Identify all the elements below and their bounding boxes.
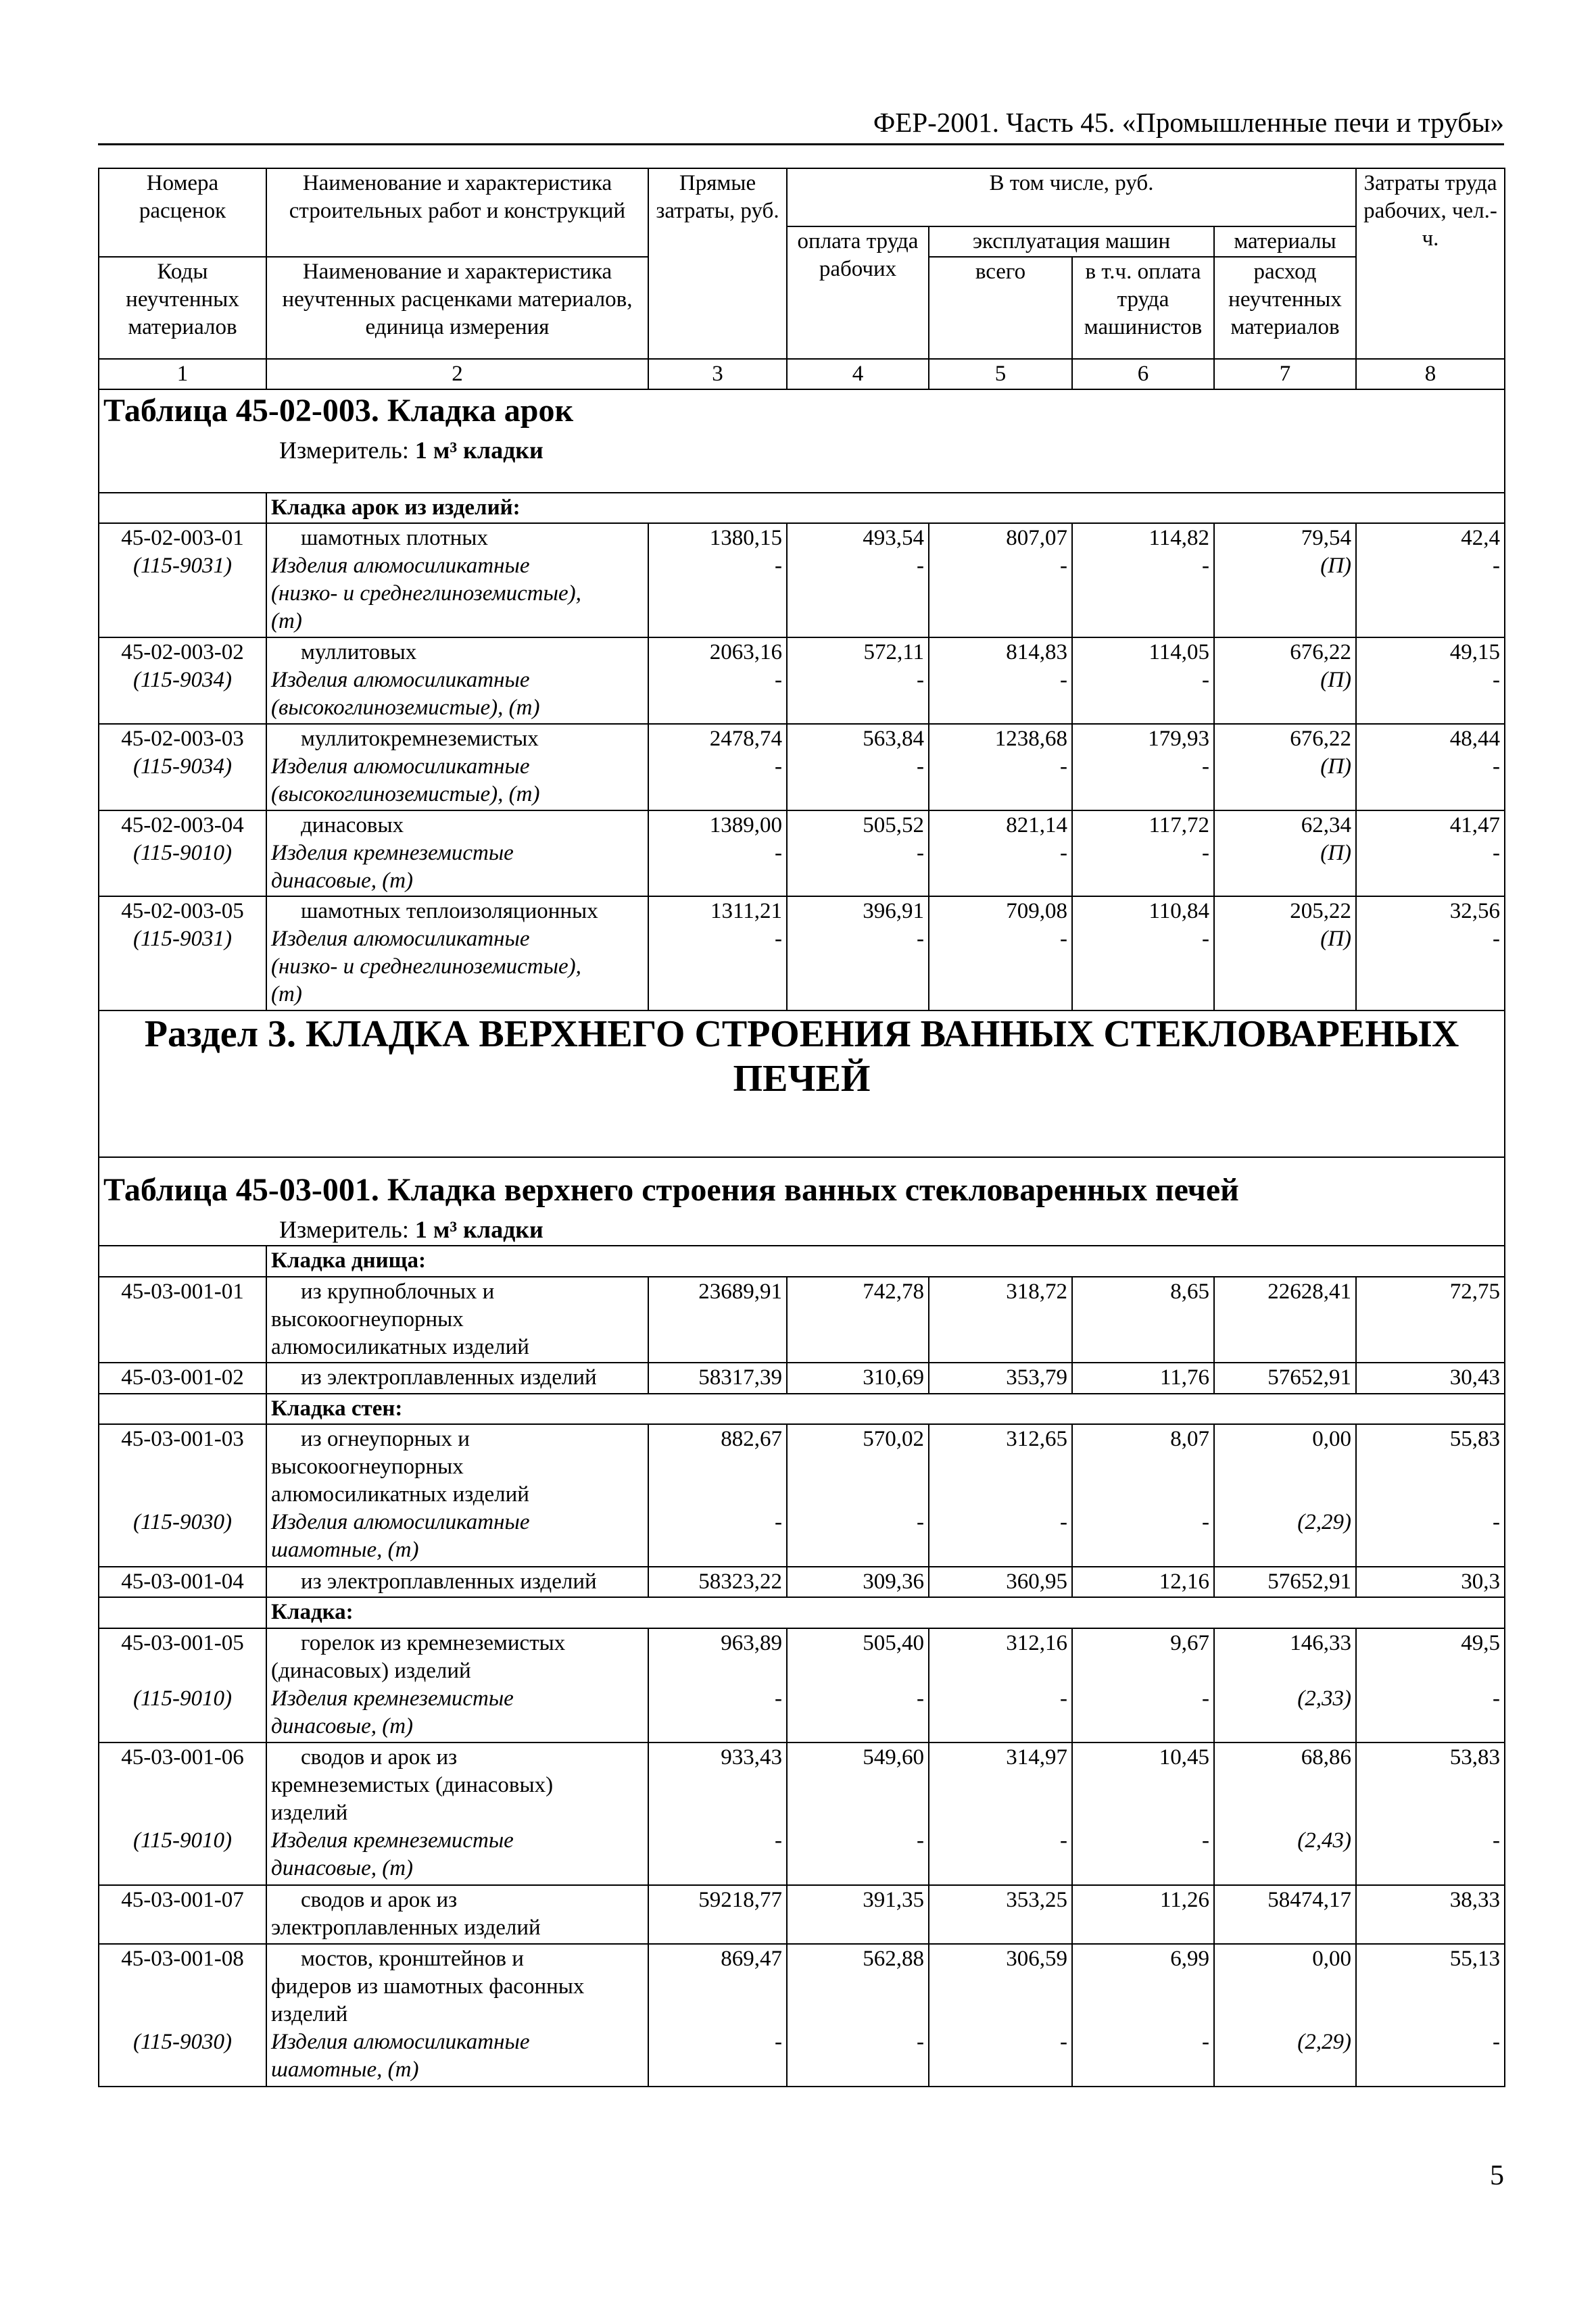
machinist-wages: 8,07	[1170, 1426, 1209, 1451]
material-cost: 62,34	[1301, 812, 1352, 837]
table-title: Таблица 45-03-001. Кладка верхнего строения ванных стекловаренных печей	[103, 1171, 1239, 1208]
machine-cost: 807,07	[1006, 526, 1067, 551]
direct-cost: 2478,74	[709, 726, 782, 751]
material-use: (П)	[1320, 668, 1352, 693]
machinist-wages: 117,72	[1148, 812, 1209, 837]
wages: 562,88	[863, 1946, 924, 1971]
table-row: 45-02-003-02 (115-9034) муллитовых Изделия алюмосиликатные (высокоглиноземистые), (т) 2063,16 - 572,11 - 814,83 - 114,05 - 676,22 (П) 49,15 -	[99, 637, 1505, 724]
work-name: шамотных плотных	[301, 526, 488, 551]
machine-cost: 814,83	[1006, 640, 1067, 665]
labor: 72,75	[1356, 1277, 1505, 1363]
machinist-wages: 114,05	[1148, 640, 1209, 665]
material-code: (115-9034)	[132, 668, 233, 693]
rates-table	[98, 168, 1505, 2087]
work-name: из огнеупорных и	[301, 1426, 470, 1451]
th-material-use: расход неучтенных материалов	[1214, 257, 1356, 359]
machine-cost: 353,25	[929, 1885, 1072, 1944]
th-total: всего	[929, 257, 1072, 359]
wages: 563,84	[863, 726, 924, 751]
material-use: (П)	[1320, 554, 1352, 579]
wages: 505,52	[863, 812, 924, 837]
direct-cost: 1311,21	[710, 899, 782, 924]
section-block	[99, 1010, 1505, 1156]
material-use: (2,29)	[1297, 1509, 1352, 1534]
material-cost: 205,22	[1290, 899, 1352, 924]
machine-cost: 306,59	[1006, 1946, 1067, 1971]
work-name: из крупноблочных и	[301, 1279, 495, 1304]
machinist-wages: 179,93	[1148, 726, 1209, 751]
direct-cost: 59218,77	[648, 1885, 787, 1944]
machinist-wages: 114,82	[1148, 526, 1209, 551]
page-header	[98, 101, 1504, 145]
machinist-wages: 12,16	[1072, 1567, 1214, 1597]
work-name: из электроплавленных изделий	[301, 1569, 597, 1594]
rate-code: 45-03-001-08	[121, 1946, 244, 1971]
wages: 572,11	[863, 640, 924, 665]
direct-cost: 1389,00	[709, 812, 782, 837]
page-number: 5	[1490, 2160, 1504, 2191]
machine-cost: 353,79	[929, 1363, 1072, 1393]
labor: 49,15	[1449, 640, 1501, 665]
material-code: (115-9030)	[132, 1509, 233, 1534]
material-cost: 676,22	[1290, 726, 1352, 751]
work-name: сводов и арок из	[301, 1887, 458, 1912]
page-header-title: ФЕР-2001. Часть 45. «Промышленные печи и трубы»	[873, 107, 1504, 138]
machine-cost: 1238,68	[994, 726, 1067, 751]
machinist-wages: 110,84	[1148, 899, 1209, 924]
work-name: муллитовых	[301, 640, 417, 665]
section-title: Раздел 3. КЛАДКА ВЕРХНЕГО СТРОЕНИЯ ВАННЫХ СТЕКЛОВАРЕНЫХ ПЕЧЕЙ	[144, 1013, 1459, 1100]
machinist-wages: 10,45	[1159, 1745, 1209, 1770]
direct-cost: 58317,39	[648, 1363, 787, 1393]
direct-cost: 869,47	[721, 1946, 782, 1971]
wages: 549,60	[863, 1745, 924, 1770]
labor: 32,56	[1449, 899, 1501, 924]
group-heading: Кладка:	[266, 1597, 1505, 1628]
material-use: (2,33)	[1297, 1686, 1352, 1711]
labor: 48,44	[1449, 726, 1501, 751]
machine-cost: 360,95	[929, 1567, 1072, 1597]
rate-code: 45-02-003-05	[121, 899, 244, 924]
material-cost: 58474,17	[1214, 1885, 1356, 1944]
work-name: динасовых	[301, 812, 404, 837]
th-labor: Затраты труда рабочих, чел.-ч.	[1356, 168, 1505, 359]
measure-unit: Измеритель: 1 м³ кладки	[279, 1215, 543, 1243]
rate-code: 45-03-001-02	[99, 1363, 266, 1393]
table-row: 45-03-001-03 (115-9030) из огнеупорных и высокоогнеупорных алюмосиликатных изделий Изделия алюмосиликатные шамотные, (т) 882,67 - 570,02 - 312,65 - 8,07 - 0,00 (2,29) 55,83 -	[99, 1424, 1505, 1567]
labor: 55,13	[1449, 1946, 1501, 1971]
material-use: (П)	[1320, 754, 1352, 779]
rate-code: 45-03-001-05	[121, 1630, 244, 1655]
labor: 30,3	[1356, 1567, 1505, 1597]
table-row: 45-03-001-06 (115-9010) сводов и арок из кремнеземистых (динасовых) изделий Изделия кремнеземистые динасовые, (т) 933,43 - 549,60 - 314,97 - 10,45 - 68,86 (2,43) 53,83 -	[99, 1743, 1505, 1885]
table-row	[99, 1567, 1505, 1597]
col-number: 3	[648, 359, 787, 389]
material-use: (2,43)	[1297, 1828, 1352, 1853]
th-machines: эксплуатация машин	[929, 226, 1214, 257]
machinist-wages: 9,67	[1170, 1630, 1209, 1655]
table-row: 45-03-001-05 (115-9010) горелок из кремнеземистых (динасовых) изделий Изделия кремнеземистые динасовые, (т) 963,89 - 505,40 - 312,16 - 9,67 - 146,33 (2,33) 49,5 -	[99, 1628, 1505, 1743]
machine-cost: 709,08	[1006, 899, 1067, 924]
wages: 309,36	[787, 1567, 929, 1597]
col-number: 1	[99, 359, 266, 389]
direct-cost: 1380,15	[709, 526, 782, 551]
table-title-block	[99, 389, 1505, 493]
table-row: 45-02-003-05 (115-9031) шамотных теплоизоляционных Изделия алюмосиликатные (низко- и среднеглиноземистые), (т) 1311,21 - 396,91 - 709,08 - 110,84 - 205,22 (П) 32,56 -	[99, 896, 1505, 1010]
material-cost: 0,00	[1312, 1946, 1352, 1971]
material-code: (115-9034)	[132, 754, 233, 779]
material-cost: 0,00	[1312, 1426, 1352, 1451]
wages: 742,78	[787, 1277, 929, 1363]
wages: 493,54	[863, 526, 924, 551]
th-codes-bottom: Коды неучтенных материалов	[99, 257, 266, 359]
machinist-wages: 8,65	[1072, 1277, 1214, 1363]
work-name: шамотных теплоизоляционных	[301, 899, 598, 924]
material-code: (115-9010)	[132, 840, 233, 865]
rate-code: 45-03-001-06	[121, 1745, 244, 1770]
labor: 30,43	[1356, 1363, 1505, 1393]
direct-cost: 882,67	[721, 1426, 782, 1451]
col-number: 2	[266, 359, 648, 389]
wages: 570,02	[863, 1426, 924, 1451]
material-cost: 22628,41	[1214, 1277, 1356, 1363]
direct-cost: 2063,16	[709, 640, 782, 665]
col-number: 8	[1356, 359, 1505, 389]
material-code: (115-9031)	[132, 927, 233, 952]
labor: 38,33	[1356, 1885, 1505, 1944]
th-codes-top: Номера расценок	[99, 168, 266, 226]
work-name: мостов, кронштейнов и	[301, 1946, 524, 1971]
material-code: (115-9010)	[132, 1686, 233, 1711]
machine-cost: 312,16	[1006, 1630, 1067, 1655]
th-direct: Прямые затраты, руб.	[648, 168, 787, 359]
group-heading: Кладка днища:	[266, 1246, 1505, 1276]
machine-cost: 314,97	[1006, 1745, 1067, 1770]
machine-cost: 312,65	[1006, 1426, 1067, 1451]
material-code: (115-9031)	[132, 554, 233, 579]
th-name-bottom: Наименование и характеристика неучтенных расценками материалов, единица измерения	[266, 257, 648, 359]
rate-code: 45-03-001-04	[99, 1567, 266, 1597]
material-cost: 57652,91	[1214, 1567, 1356, 1597]
material-code: (115-9010)	[132, 1828, 233, 1853]
material-cost: 676,22	[1290, 640, 1352, 665]
machine-cost: 821,14	[1006, 812, 1067, 837]
machinist-wages: 6,99	[1170, 1946, 1209, 1971]
material-cost: 79,54	[1301, 526, 1352, 551]
col-number: 5	[929, 359, 1072, 389]
th-materials: материалы	[1214, 226, 1356, 257]
rate-code: 45-02-003-01	[121, 526, 244, 551]
material-cost: 146,33	[1290, 1630, 1352, 1655]
group-heading: Кладка арок из изделий:	[266, 493, 1505, 523]
material-cost: 57652,91	[1214, 1363, 1356, 1393]
table-title: Таблица 45-02-003. Кладка арок	[103, 392, 574, 429]
table-row: 45-03-001-07 сводов и арок из электроплавленных изделий 59218,77 391,35 353,25 11,26 58474,17 38,33	[99, 1885, 1505, 1944]
col-number: 6	[1072, 359, 1214, 389]
labor: 49,5	[1461, 1630, 1501, 1655]
table-row: 45-03-001-01 из крупноблочных и высокоогнеупорных алюмосиликатных изделий 23689,91 742,78 318,72 8,65 22628,41 72,75	[99, 1277, 1505, 1363]
direct-cost: 23689,91	[648, 1277, 787, 1363]
th-incl: В том числе, руб.	[787, 168, 1356, 226]
th-machinist: в т.ч. оплата труда машинистов	[1072, 257, 1214, 359]
table-row: 45-02-003-01 (115-9031) шамотных плотных Изделия алюмосиликатные (низко- и среднеглиноземистые), (т) 1380,15 - 493,54 - 807,07 - 114,82 - 79,54 (П) 42,4 -	[99, 523, 1505, 637]
labor: 41,47	[1449, 812, 1501, 837]
rate-code: 45-03-001-03	[121, 1426, 244, 1451]
labor: 42,4	[1461, 526, 1501, 551]
wages: 310,69	[787, 1363, 929, 1393]
rate-code: 45-03-001-01	[121, 1279, 244, 1304]
labor: 53,83	[1449, 1745, 1501, 1770]
rate-code: 45-02-003-04	[121, 812, 244, 837]
table-row	[99, 1363, 1505, 1393]
material-use: (П)	[1320, 840, 1352, 865]
table-title-block	[99, 1157, 1505, 1246]
table-row: 45-02-003-03 (115-9034) муллитокремнеземистых Изделия алюмосиликатные (высокоглиноземистые), (т) 2478,74 - 563,84 - 1238,68 - 179,93 - 676,22 (П) 48,44 -	[99, 724, 1505, 810]
th-name-top: Наименование и характеристика строительных работ и конструкций	[266, 168, 648, 226]
work-name: сводов и арок из	[301, 1745, 458, 1770]
wages: 396,91	[863, 899, 924, 924]
work-name: муллитокремнеземистых	[301, 726, 539, 751]
table-row: 45-02-003-04 (115-9010) динасовых Изделия кремнеземистые динасовые, (т) 1389,00 - 505,52 - 821,14 - 117,72 - 62,34 (П) 41,47 -	[99, 810, 1505, 897]
direct-cost: 963,89	[721, 1630, 782, 1655]
direct-cost: 58323,22	[648, 1567, 787, 1597]
machinist-wages: 11,26	[1072, 1885, 1214, 1944]
material-code: (115-9030)	[132, 2029, 233, 2054]
table-row: 45-03-001-08 (115-9030) мостов, кронштейнов и фидеров из шамотных фасонных изделий Изделия алюмосиликатные шамотные, (т) 869,47 - 562,88 - 306,59 - 6,99 - 0,00 (2,29) 55,13 -	[99, 1944, 1505, 2087]
machinist-wages: 11,76	[1072, 1363, 1214, 1393]
rate-code: 45-02-003-03	[121, 726, 244, 751]
group-heading: Кладка стен:	[266, 1394, 1505, 1424]
material-use: (П)	[1320, 927, 1352, 952]
labor: 55,83	[1449, 1426, 1501, 1451]
work-name: горелок из кремнеземистых	[301, 1630, 566, 1655]
col-number: 7	[1214, 359, 1356, 389]
col-number: 4	[787, 359, 929, 389]
measure-unit: Измеритель: 1 м³ кладки	[279, 436, 543, 464]
machine-cost: 318,72	[929, 1277, 1072, 1363]
th-wages: оплата труда рабочих	[787, 226, 929, 359]
direct-cost: 933,43	[721, 1745, 782, 1770]
material-cost: 68,86	[1301, 1745, 1352, 1770]
wages: 505,40	[863, 1630, 924, 1655]
wages: 391,35	[787, 1885, 929, 1944]
rate-code: 45-02-003-02	[121, 640, 244, 665]
rate-code: 45-03-001-07	[99, 1885, 266, 1944]
material-use: (2,29)	[1297, 2029, 1352, 2054]
work-name: из электроплавленных изделий	[301, 1365, 597, 1390]
